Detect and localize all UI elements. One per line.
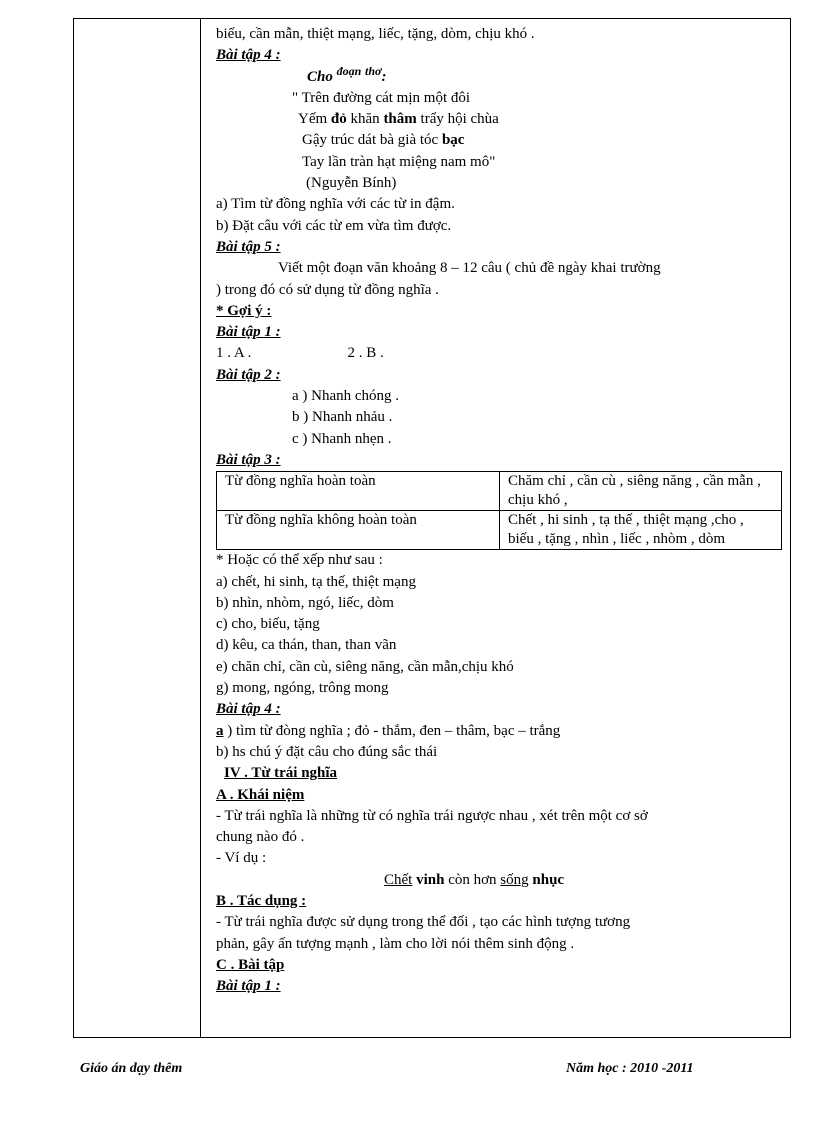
poem-line-2 <box>216 109 784 130</box>
alternative-d: d) kêu, ca thán, than, than vãn <box>216 637 397 654</box>
alternative-a: a) chết, hi sinh, tạ thế, thiệt mạng <box>216 573 416 590</box>
answer-4-b: b) hs chú ý đặt câu cho đúng sắc thái <box>216 743 438 760</box>
column-divider <box>200 18 201 1038</box>
example-word: Chết <box>384 871 413 888</box>
table-row <box>217 511 782 550</box>
exercise-4b-title: Bài tập 4 : <box>216 701 281 718</box>
answer-2-b: b ) Nhanh nhảu . <box>292 409 393 426</box>
table-cell-label: Từ đồng nghĩa hoàn toàn <box>217 472 500 511</box>
poem-bold-word: thâm <box>383 111 417 128</box>
exercise-2-title: Bài tập 2 : <box>216 366 281 383</box>
lesson-content <box>216 24 784 997</box>
exercise-4-title: Bài tập 4 : <box>216 47 281 64</box>
poem-intro-word: Cho <box>307 68 333 85</box>
section-a-title: A . Khái niệm <box>216 786 305 803</box>
example-label: - Ví dụ : <box>216 850 267 867</box>
poem-text: trẩy hội chùa <box>416 111 499 128</box>
table-cell-words: Chết , hi sinh , tạ thế , thiệt mạng ,cho , biếu , tặng , nhìn , liếc , nhòm , dòm <box>500 511 782 550</box>
poem-line-3 <box>216 130 784 151</box>
section-4-title: IV . Từ trái nghĩa <box>224 765 338 782</box>
table-row <box>217 472 782 511</box>
exercise-5-line-2: ) trong đó có sử dụng từ đồng nghĩa . <box>216 281 439 298</box>
table-cell-words: Chăm chỉ , cần cù , siêng năng , cần mẫn , chịu khó , <box>500 472 782 511</box>
poem-bold-word: bạc <box>441 132 465 149</box>
question-b: b) Đặt câu với các từ em vừa tìm được. <box>216 217 452 234</box>
poem-intro-colon: : <box>381 68 387 85</box>
section-c-title: C . Bài tập <box>216 956 285 973</box>
poem-intro <box>216 63 784 88</box>
alternative-g: g) mong, ngóng, trông mong <box>216 680 389 697</box>
question-a: a) Tìm từ đồng nghĩa với các từ in đậm. <box>216 196 455 213</box>
answer-1 <box>216 343 784 364</box>
answer-1-b: 2 . B . <box>347 345 384 362</box>
poem-text: Gậy trúc dát bà già tóc <box>302 132 442 149</box>
table-cell-label: Từ đồng nghĩa không hoàn toàn <box>217 511 500 550</box>
alternative-b: b) nhìn, nhòm, ngó, liếc, dòm <box>216 594 394 611</box>
example-text: còn hơn <box>444 871 501 888</box>
alternative-intro: * Hoặc có thể xếp như sau : <box>216 552 383 569</box>
answer-4-a-text: ) tìm từ đòng nghĩa ; đỏ - thắm, đen – thâm, bạc – trắng <box>223 722 561 739</box>
definition-line-1: - Từ trái nghĩa là những từ có nghĩa trái ngược nhau , xét trên một cơ sở <box>216 807 648 824</box>
poem-bold-word: đỏ <box>330 111 347 128</box>
answer-4-a <box>216 721 784 742</box>
answer-2-a: a ) Nhanh chóng . <box>292 388 400 405</box>
text-line: biếu, cần mẫn, thiệt mạng, liếc, tặng, dòm, chịu khó . <box>216 26 535 42</box>
answer-2-c: c ) Nhanh nhẹn . <box>292 430 392 447</box>
alternative-c: c) cho, biếu, tặng <box>216 616 320 633</box>
footer-right: Năm học : 2010 -2011 <box>566 1061 694 1076</box>
exercise-5-title: Bài tập 5 : <box>216 238 281 255</box>
poem-intro-word: thơ <box>365 63 382 78</box>
example-word: nhục <box>532 871 565 888</box>
definition-line-2: chung nào đó . <box>216 829 305 846</box>
usage-line-2: phản, gây ấn tượng mạnh , làm cho lời nói thêm sinh động . <box>216 935 575 952</box>
usage-line-1: - Từ trái nghĩa được sử dụng trong thể đối , tạo các hình tượng tương <box>216 914 631 931</box>
poem-author: (Nguyễn Bính) <box>306 175 397 192</box>
answer-1-a: 1 . A . <box>216 345 252 362</box>
example-word: sống <box>500 871 529 888</box>
exercise-1b-title: Bài tập 1 : <box>216 978 281 995</box>
alternative-e: e) chăn chỉ, cần cù, siêng năng, cần mẫn,chịu khó <box>216 658 514 675</box>
poem-intro-word: đoạn <box>336 63 362 78</box>
exercise-3-title: Bài tập 3 : <box>216 451 281 468</box>
exercise-5-line-1: Viết một đoạn văn khoảng 8 – 12 câu ( chủ đề ngày khai trường <box>278 260 661 277</box>
poem-text: khăn <box>346 111 384 128</box>
poem-line-1: " Trên đường cát mịn một đôi <box>292 89 471 106</box>
example-sentence <box>216 870 784 891</box>
footer-left: Giáo án dạy thêm <box>80 1061 183 1076</box>
synonym-table <box>216 471 782 550</box>
poem-line-4: Tay lần tràn hạt miệng nam mô" <box>302 153 496 170</box>
answer-4-a-letter: a <box>216 722 224 739</box>
section-b-title: B . Tác dụng : <box>216 892 307 909</box>
hint-title: * Gợi ý : <box>216 302 272 319</box>
example-word: vinh <box>416 871 445 888</box>
poem-text: Yếm <box>298 111 331 128</box>
exercise-1-title: Bài tập 1 : <box>216 324 281 341</box>
